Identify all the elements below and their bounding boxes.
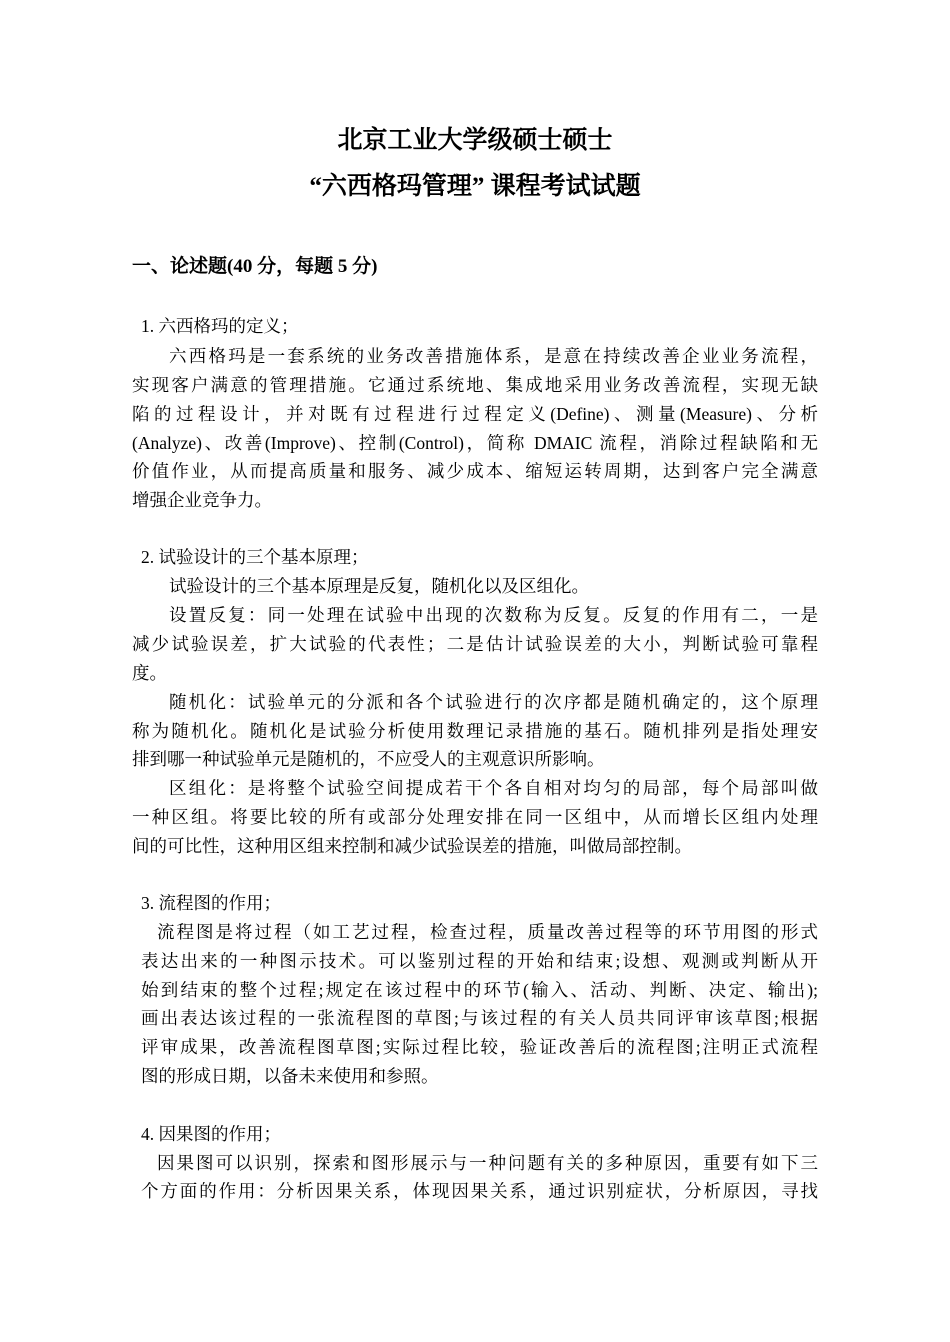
paragraph-line: 试验设计的三个基本原理是反复，随机化以及区组化。 [169,576,589,596]
paragraph-line: 表达出来的一种图示技术。可以鉴别过程的开始和结束;设想、观测或判断从开 [141,951,818,971]
paragraph-line: 一种区组。将要比较的所有或部分处理安排在同一区组中，从而增长区组内处理 [132,807,818,827]
paragraph-line: 实现客户满意的管理措施。它通过系统地、集成地采用业务改善流程，实现无缺 [132,375,818,395]
paragraph-line: 六西格玛是一套系统的业务改善措施体系，是意在持续改善企业业务流程， [169,346,818,366]
paragraph-line: 度。 [132,663,167,683]
section-heading: 一、论述题(40 分，每题 5 分) [132,256,378,277]
question-4-title: 4. 因果图的作用； [141,1124,281,1144]
paragraph-line: 画出表达该过程的一张流程图的草图;与该过程的有关人员共同评审该草图;根据 [141,1008,818,1028]
document-title-line2: “六西格玛管理” 课程考试试题 [309,173,641,200]
question-2-title: 2. 试验设计的三个基本原理； [141,547,369,567]
paragraph-line: 称为随机化。随机化是试验分析使用数理记录措施的基石。随机排列是指处理安 [132,721,818,741]
paragraph-line: 价值作业，从而提高质量和服务、减少成本、缩短运转周期，达到客户完全满意 [132,461,818,481]
paragraph-line: 随机化：试验单元的分派和各个试验进行的次序都是随机确定的，这个原理 [169,692,818,712]
paragraph-line: 流程图是将过程（如工艺过程，检查过程，质量改善过程等的环节用图的形式 [157,922,818,942]
paragraph-line: 间的可比性，这种用区组来控制和减少试验误差的措施，叫做局部控制。 [132,836,692,856]
paragraph-line: 个方面的作用：分析因果关系，体现因果关系，通过识别症状，分析原因，寻找 [141,1181,818,1201]
paragraph-line: 设置反复：同一处理在试验中出现的次数称为反复。反复的作用有二，一是 [169,605,818,625]
question-1-title: 1. 六西格玛的定义； [141,316,299,336]
paragraph-line: 排到哪一种试验单元是随机的，不应受人的主观意识所影响。 [132,749,605,769]
question-3-title: 3. 流程图的作用； [141,893,281,913]
paragraph-line: 因果图可以识别，探索和图形展示与一种问题有关的多种原因，重要有如下三 [157,1153,818,1173]
paragraph-line: 增强企业竞争力。 [132,490,272,510]
document-title-line1: 北京工业大学级硕士硕士 [337,127,613,154]
paragraph-line: 评审成果，改善流程图草图;实际过程比较，验证改善后的流程图;注明正式流程 [141,1037,818,1057]
paragraph-line: (Analyze)、改善(Improve)、控制(Control)，简称 DMAIC 流程，消除过程缺陷和无 [132,433,818,453]
paragraph-line: 图的形成日期，以备未来使用和参照。 [141,1066,439,1086]
paragraph-line: 减少试验误差，扩大试验的代表性；二是估计试验误差的大小，判断试验可靠程 [132,634,818,654]
paragraph-line: 始到结束的整个过程;规定在该过程中的环节(输入、活动、判断、决定、输出); [141,980,818,1000]
paragraph-line: 区组化：是将整个试验空间提成若干个各自相对均匀的局部，每个局部叫做 [169,778,818,798]
paragraph-line: 陷的过程设计，并对既有过程进行过程定义(Define)、测量(Measure)、分析 [132,404,818,424]
